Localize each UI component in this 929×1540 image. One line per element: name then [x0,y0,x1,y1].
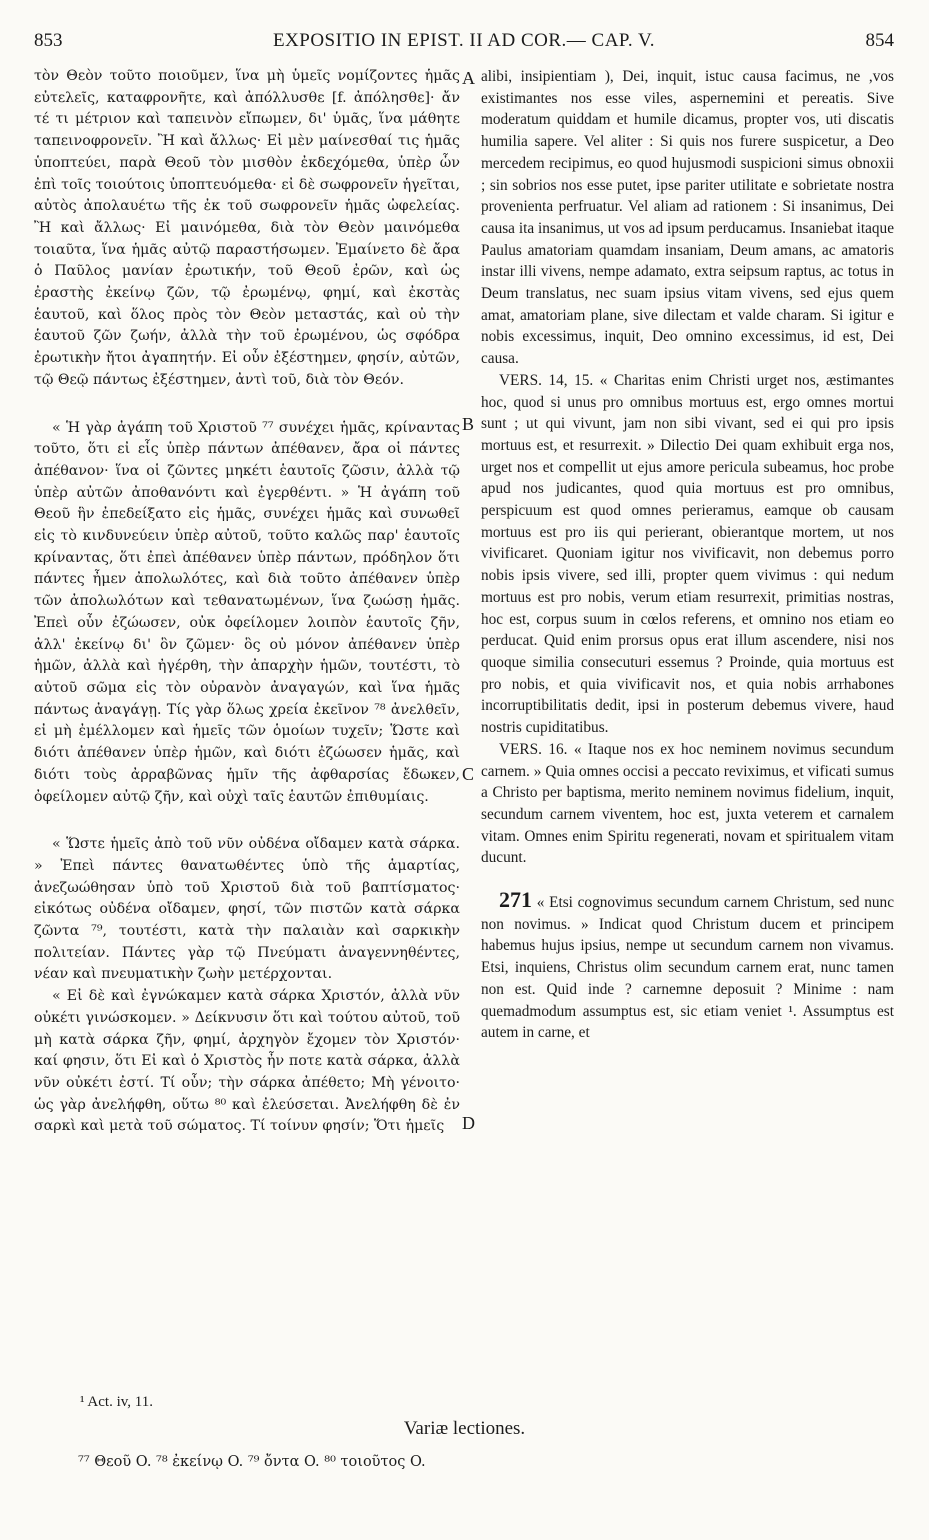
greek-paragraph: « Ἡ γὰρ ἀγάπη τοῦ Χριστοῦ ⁷⁷ συνέχει ἡμᾶς, κρίναντας τοῦτο, ὅτι εἰ εἷς ὑπὲρ πάντων ἀπέθανεν, ἄρα οἱ πάντες ἀπέθανον· ἵνα οἱ ζῶντες μηκέτι ἑαυτοῖς ζῶσιν, ἀλλὰ τῷ ὑπὲρ αὐτῶν ἀποθανόντι καὶ ἐγερθέντι. » Ἡ ἀγάπη τοῦ Θεοῦ ἣν ἐπεδείξατο εἰς ἡμᾶς, συνέχει ἡμᾶς καὶ συνωθεῖ εἰς τὸ κινδυνεύειν ὑπὲρ αὐτοῦ, τοῦτο καλῶς παρ' ἑαυτοῖς κρίναντας, ὅτι ἐπεὶ ἀπέθανεν ὑπὲρ πάντων, πρόδηλον ὅτι πάντες ἦμεν ἀπολωλότες, καὶ διὰ τοῦτο ἀπέθανεν ὑπὲρ τῶν ἀπολωλότων καὶ τεθανατωμένων, ἵνα ζωώσῃ ἡμᾶς. Ἐπεὶ οὖν ἐζώωσεν, οὐκ ὀφείλομεν λοιπὸν ἑαυτοῖς ζῆν, ἀλλ' ἐκείνῳ δι' ὃν ζῶμεν· ὃς οὐ μόνον ἀπέθανεν ὑπὲρ ἡμῶν, ἀλλὰ καὶ ἠγέρθη, τὴν ἀπαρχὴν ἡμῶν, τουτέστι, τὸ αὐτοῦ σῶμα εἰς τὸν οὐρανὸν ἀναγαγών, καὶ ἵνα ἡμᾶς πάντως ἀναγάγῃ. Τίς γὰρ ὅλως χρεία ἐκεῖνον ⁷⁸ ἀνελθεῖν, εἰ μὴ ἐμέλλομεν καὶ ἡμεῖς τῶν ὁμοίων τυχεῖν; Ὥστε καὶ διότι ἀπέθανεν ὑπὲρ ἡμῶν, καὶ διότι ἐζώωσεν ἡμᾶς, καὶ διότι τοὺς ἀρραβῶνας ἡμῖν τῆς ἀφθαρσίας ἔδωκεν, ὀφείλομεν αὐτῷ ζῆν, καὶ οὐχὶ ταῖς ἑαυτῶν ἐπιθυμίαις. [34,419,460,805]
verse-label: VERS. 14, 15. [499,371,594,389]
verse-text: « Itaque nos ex hoc neminem novimus secundum carnem. » Quia omnes occisi a peccato reviximus, et vificati sumus a Christo per baptisma, merito neminem novimus fidelium, inquit, secundum carnem viventem, hoc est, juxta veterem et carnalem vitam. Omnes enim Spiritu regenerati, novam et spiritualem vitam ducunt. [481,740,894,867]
margin-letter: C [462,764,475,784]
greek-paragraph: « Ὥστε ἡμεῖς ἀπὸ τοῦ νῦν οὐδένα οἴδαμεν κατὰ σάρκα. » Ἐπεὶ πάντες θανατωθέντες ὑπὸ τῆς ἁμαρτίας, ἀνεζωώθησαν ὑπὸ τοῦ Χριστοῦ διὰ τοῦ βαπτίσματος· εἰκότως οὐδένα οἴδαμεν, φησί, τῶν πιστῶν κατὰ σάρκα ζῶντα ⁷⁹, τουτέστι, κατὰ τὴν παλαιὰν καὶ σαρκικὴν πολιτείαν. Πάντες γὰρ τῷ Πνεύματι ἀναγεννηθέντες, νέαν καὶ πνευματικὴν ζωὴν μετέρχονται. [34,836,460,983]
latin-paragraph [481,889,894,1044]
greek-column [34,66,460,1138]
latin-text: « Etsi cognovimus secundum carnem Christum, sed nunc non novimus. » Indicat quod Christum ducem et principem habemus hujus ipsius, nempe ut secundum carnem non vivamus. Etsi, inquiens, Christus olim secundum carnem erat, nunc tamen non est. Quid inde ? carnemne deposuit ? Minime : nam quemadmodum assumptus est, sic etiam veniet ¹. Assumptus est autem in carne, et [481,894,894,1042]
footnote: ¹ Act. iv, 11. [80,1394,153,1410]
running-header [34,30,894,58]
latin-paragraph: alibi, insipientiam ), Dei, inquit, istuc causa facimus, ne ,vos existimantes nos esse viles, aspernemini et pereatis. Sive moderatum quiddam et humile dicamus, propter vos, uti discatis humilia sapere. Vel aliter : Si quis nos furere suspicetur, a Deo mercedem recipimus, eo quod hujusmodi suspicioni simus obnoxii ; sin sobrios nos esse putet, ipse pariter utilitate e sobrietate nostra provenienta perfruatur. Vel aliam ad rationem : Si insanimus, Dei causa ita insanimus, ut vos ad ipsum perducamus. Insaniebat itaque Paulus amatoriam quamdam insaniam, Deum amans, ac amatoris instar illi vivens, nempe adamato, extra seipsum raptus, ac totus in Deum translatus, nec suam ipsius vitam vivens, sed ejus quem amat, amatoriam plane, sive dilectam et valde charam. Si igitur e nobis excessimus, inquit, Deo omnino excessimus, id est, Dei causa. [481,68,894,368]
margin-letter: D [462,1113,475,1133]
page-number-right: 854 [865,30,894,51]
variae-lectiones-text: ⁷⁷ Θεοῦ O. ⁷⁸ ἐκείνῳ O. ⁷⁹ ὄντα O. ⁸⁰ τοιοῦτος O. [78,1454,426,1470]
verse-label: VERS. 16. [499,740,568,758]
greek-paragraph: τὸν Θεὸν τοῦτο ποιοῦμεν, ἵνα μὴ ὑμεῖς νομίζοντες ἡμᾶς εὐτελεῖς, καταφρονῆτε, καὶ ἀπόλλυσθε [f. ἀπόλησθε]· ἄν τέ τι μέτριον καὶ ταπεινὸν εἴπωμεν, δι' ὑμᾶς, ἵνα μάθητε ταπεινοφρονεῖν. Ἢ καὶ ἄλλως· Εἰ μὲν μαίνεσθαί τις ἡμᾶς ὑποπτεύει, παρὰ Θεοῦ τὸν μισθὸν ἐκδεχόμεθα, ὑπὲρ ὧν ἐπὶ τοῖς τοιούτοις ὑποπτευόμεθα· εἰ δὲ σωφρονεῖν ἡγεῖται, αὐτὸς ἀπολαυέτω τῆς ἐκ τοῦ σωφρονεῖν ἡμᾶς ὠφελείας. Ἢ καὶ ἄλλως· Εἰ μαινόμεθα, διὰ τὸν Θεὸν μαινόμεθα τοιαῦτα, ἵνα ἡμᾶς αὐτῷ παραστήσωμεν. Ἐμαίνετο δὲ ἄρα ὁ Παῦλος μανίαν ἐρωτικήν, τοῦ Θεοῦ ἐρῶν, καὶ ὡς ἐραστὴς ἐκείνῳ ζῶν, τῷ ἐρωμένῳ, φημί, καὶ ἐκστὰς ἑαυτοῦ, καὶ ὅλος πρὸς τὸν Θεὸν μεταστάς, καὶ οὐ τὴν ἑαυτοῦ ζῶν ζωήν, ἀλλὰ τὴν τοῦ ἐρωμένου, ὡς σφόδρα ἐρωτικὴν ἤτοι ἀγαπητήν. Εἰ οὖν ἐξέστημεν, φησίν, αὐτῶν, τῷ Θεῷ πάντως ἐξέστημεν, ἀντὶ τοῦ, διὰ τὸν Θεόν. [34,68,460,388]
running-title: EXPOSITIO IN EPIST. II AD COR.— CAP. V. [272,30,656,51]
column-number: 271 [499,887,532,913]
verse-text: « Charitas enim Christi urget nos, æstimantes hoc, quod si unus pro omnibus mortuus est, ergo omnes mortui sunt ; ut qui vivunt, jam non sibi vivant, sed ei qui pro ipsis mortuus est, et resurrexit. » Dilectio Dei quam exhibuit erga nos, urget nos et compellit ut ejus amore pericula subeamus, hoc probe apud nos judicantes, quod quia mortuus est pro omnibus, perspicuum est quod omnes perieramus, eamque ob causam mortuus est pro iis qui perierant, obierantque mortem, ut nos vivificaret. Quoniam igitur nos vivificavit, non debemus porro nobis ipsis vivere, sed illi, propter quem vivimus : qui nedum mortuus est pro nobis, verum etiam resurrexit, primitias nostras, hoc est, corpus suum in cœlos referens, et omnino nos etiam eo perducat. Quid enim prorsus opus erat illum ascendere, nisi nos quoque similia consecuturi essemus ? Proinde, quia mortuus est pro nobis, et quia vivificavit nos, et quia nobis arrhabones incorruptibilitatis dedit, ipsi in posterum debemus vivere, haud nostris cupiditatibus. [481,371,894,737]
variae-lectiones-title: Variæ lectiones. [403,1418,526,1439]
margin-letter: B [462,414,475,434]
greek-paragraph: « Εἰ δὲ καὶ ἐγνώκαμεν κατὰ σάρκα Χριστόν, ἀλλὰ νῦν οὐκέτι γινώσκομεν. » Δείκνυσιν ὅτι καὶ τούτου αὐτοῦ, τοῦ μὴ κατὰ σάρκα ζῆν, φημί, ἀρχηγὸν ἔχομεν τὸν Χριστόν· καί φησιν, ὅτι Εἰ καὶ ὁ Χριστὸς ἦν ποτε κατὰ σάρκα, ἀλλὰ νῦν οὐκέτι ἐστί. Τί οὖν; τὴν σάρκα ἀπέθετο; Μὴ γένοιτο· ὡς γὰρ ἀνελήφθη, οὕτω ⁸⁰ καὶ ἐλεύσεται. Ἀνελήφθη δὲ ἐν σαρκὶ καὶ μετὰ τοῦ σώματος. Τί τοίνυν φησίν; Ὅτι ἡμεῖς [34,988,460,1135]
latin-paragraph [481,739,894,869]
latin-paragraph [481,370,894,739]
page-number-left: 853 [34,30,63,51]
latin-column [481,66,894,1044]
margin-letter: A [462,68,475,88]
